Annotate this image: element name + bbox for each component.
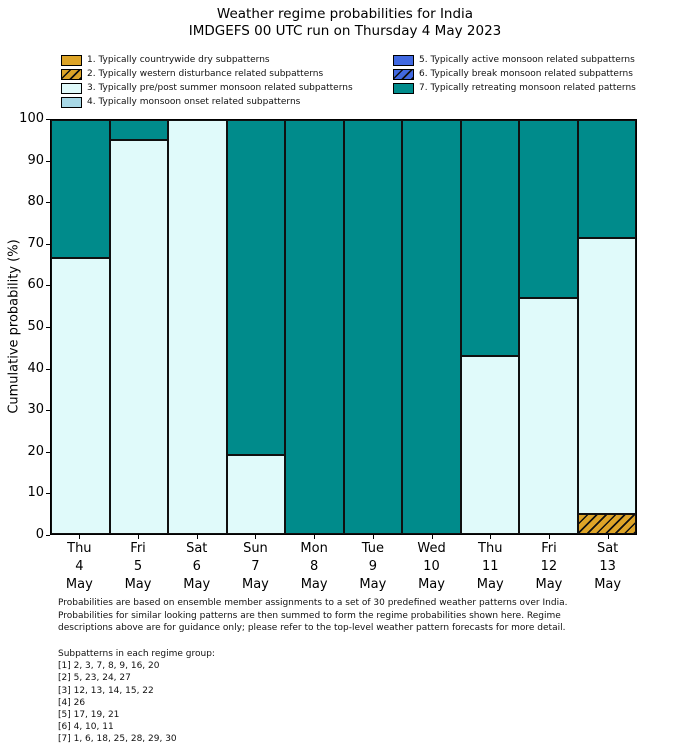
y-tick-label: 10 (27, 485, 44, 501)
bar-segment (168, 120, 227, 534)
legend-label: 2. Typically western disturbance related subpatterns (87, 69, 324, 79)
bar-segment (227, 120, 286, 455)
x-tick-label: Sat 6 May (183, 541, 211, 592)
legend-item (61, 67, 353, 81)
x-tick-mark (197, 535, 198, 539)
subpatterns-line: [1] 2, 3, 7, 8, 9, 16, 20 (58, 661, 160, 672)
bar-segment (51, 258, 110, 534)
x-tick-mark (549, 535, 550, 539)
bar-segment (110, 140, 169, 534)
y-axis-label: Cumulative probability (%) (6, 239, 22, 414)
legend-label: 4. Typically monsoon onset related subpatterns (87, 97, 301, 107)
legend-swatch-icon (61, 55, 82, 66)
chart-title-line1: Weather regime probabilities for India (216, 6, 474, 22)
x-tick-mark (314, 535, 315, 539)
subpatterns-line: [7] 1, 6, 18, 25, 28, 29, 30 (58, 734, 177, 745)
legend-label: 7. Typically retreating monsoon related patterns (419, 83, 636, 93)
legend-column-right (393, 53, 636, 95)
x-tick-label: Sun 7 May (241, 541, 269, 592)
x-tick-label: Fri 12 May (535, 541, 563, 592)
subpatterns-line: [2] 5, 23, 24, 27 (58, 673, 131, 684)
subpatterns-line: [3] 12, 13, 14, 15, 22 (58, 685, 154, 696)
legend-label: 3. Typically pre/post summer monsoon related subpatterns (87, 83, 353, 93)
bar-segment (519, 120, 578, 298)
footnote-line: Probabilities for similar looking patterns are then summed to form the regime probabilities shown here. Regime (58, 610, 561, 621)
x-tick-mark (432, 535, 433, 539)
legend-item (393, 53, 636, 67)
legend-item (61, 81, 353, 95)
legend-label: 6. Typically break monsoon related subpatterns (419, 69, 633, 79)
x-tick-label: Thu 4 May (65, 541, 93, 592)
bar-segment (461, 120, 520, 356)
bar-segment (519, 298, 578, 534)
y-tick-label: 30 (27, 402, 44, 418)
legend-column-left (61, 53, 353, 109)
x-tick-mark (490, 535, 491, 539)
x-tick-label: Sat 13 May (594, 541, 622, 592)
subpatterns-list (58, 648, 215, 746)
y-tick-label: 80 (27, 194, 44, 210)
bar-segment (578, 120, 637, 238)
legend-swatch-icon (61, 83, 82, 94)
x-tick-label: Tue 9 May (359, 541, 387, 592)
y-tick-mark (46, 535, 50, 536)
y-tick-label: 40 (27, 360, 44, 376)
legend-swatch-icon (61, 69, 82, 80)
bar-segment (285, 120, 344, 534)
x-tick-label: Mon 8 May (300, 541, 328, 592)
legend-swatch-icon (61, 97, 82, 108)
legend-item (61, 95, 353, 109)
x-tick-mark (79, 535, 80, 539)
subpatterns-line: [6] 4, 10, 11 (58, 722, 114, 733)
x-tick-mark (373, 535, 374, 539)
legend-label: 5. Typically active monsoon related subpatterns (419, 55, 635, 65)
y-tick-label: 0 (35, 527, 44, 542)
y-tick-label: 90 (27, 152, 44, 168)
bar-segment (51, 120, 110, 258)
chart-title-line2: IMDGEFS 00 UTC run on Thursday 4 May 2023 (188, 23, 502, 39)
x-tick-label: Wed 10 May (417, 541, 446, 592)
subpatterns-heading: Subpatterns in each regime group: (58, 649, 215, 659)
footnote-text (58, 597, 567, 635)
legend-item (393, 67, 636, 81)
bar-segment (461, 356, 520, 534)
x-tick-label: Thu 11 May (476, 541, 504, 592)
legend-swatch-icon (393, 55, 414, 66)
legend-swatch-icon (393, 69, 414, 80)
legend-label: 1. Typically countrywide dry subpatterns (87, 55, 270, 65)
bar-segment (110, 120, 169, 140)
y-tick-label: 60 (27, 277, 44, 293)
footnote-line: Probabilities are based on ensemble member assignments to a set of 30 predefined weather patterns over India. (58, 598, 568, 608)
x-tick-mark (255, 535, 256, 539)
subpatterns-line: [5] 17, 19, 21 (58, 710, 120, 721)
bar-segment (344, 120, 403, 534)
y-tick-label: 50 (27, 319, 44, 334)
footnote-line: descriptions above are for guidance only; please refer to the top-level weather pattern forecasts for more detail. (58, 623, 566, 633)
bar-segment (578, 238, 637, 514)
x-tick-label: Fri 5 May (124, 541, 152, 592)
y-tick-label: 70 (27, 235, 44, 251)
bar-segment (402, 120, 461, 534)
subpatterns-line: [4] 26 (58, 697, 86, 708)
plot-area (50, 119, 637, 535)
y-tick-label: 100 (19, 111, 44, 126)
legend-swatch-icon (393, 83, 414, 94)
y-tick-label: 20 (27, 443, 44, 459)
legend-item (61, 53, 353, 67)
x-tick-mark (608, 535, 609, 539)
legend-item (393, 81, 636, 95)
bar-segment (227, 455, 286, 534)
x-tick-mark (138, 535, 139, 539)
bar-segment (578, 514, 637, 534)
